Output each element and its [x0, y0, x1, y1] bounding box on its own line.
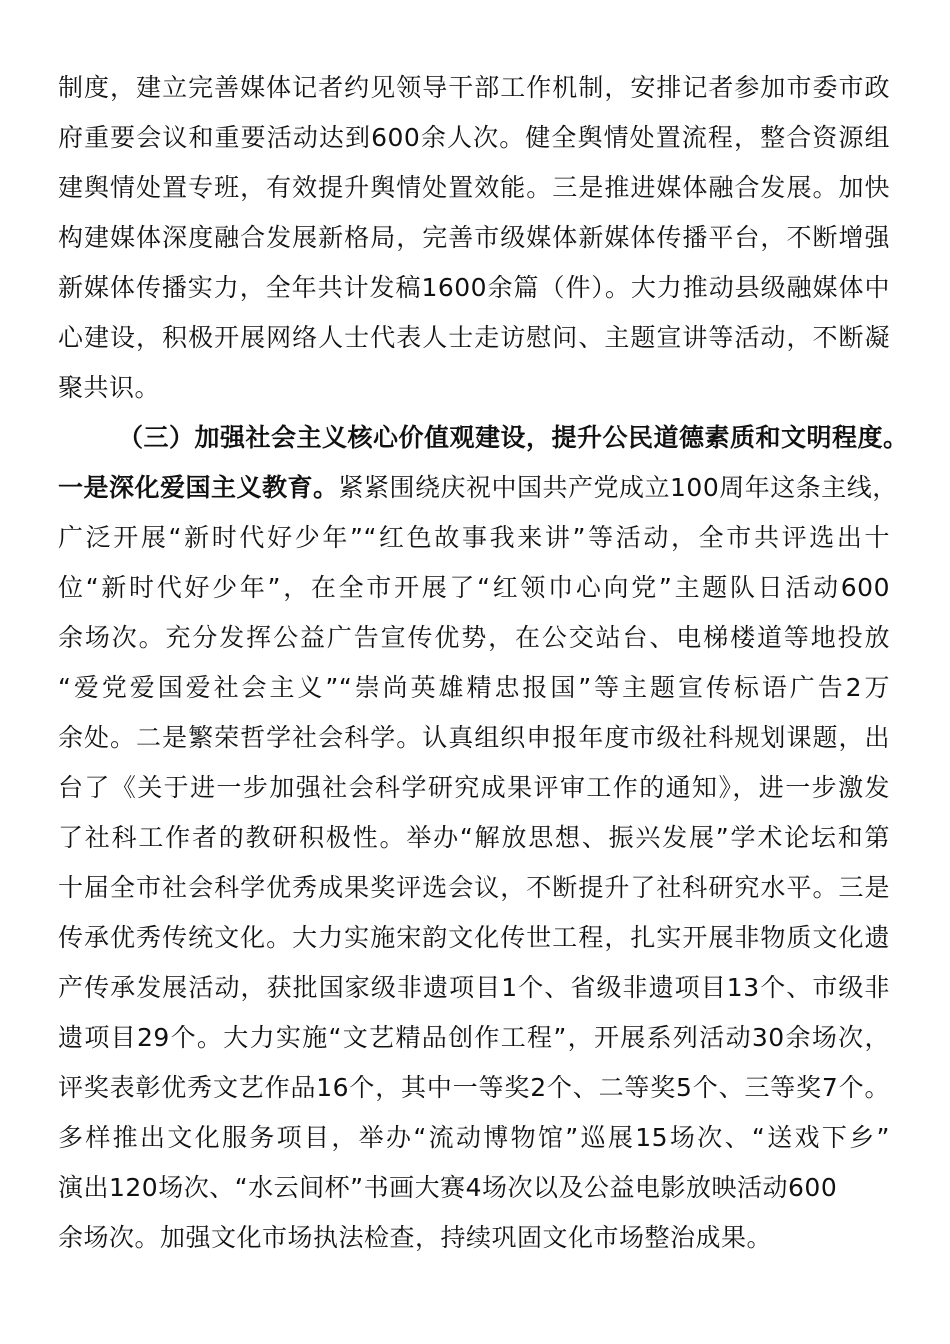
paragraph-line: 多样推出文化服务项目，举办“流动博物馆”巡展15场次、“送戏下乡”	[58, 1123, 890, 1152]
paragraph-line: 产传承发展活动，获批国家级非遗项目1个、省级非遗项目13个、市级非	[58, 973, 890, 1002]
paragraph-line: 了社科工作者的教研积极性。举办“解放思想、振兴发展”学术论坛和第	[58, 823, 890, 852]
paragraph-line: 府重要会议和重要活动达到600余人次。健全舆情处置流程，整合资源组	[58, 123, 890, 152]
paragraph-line: 十届全市社会科学优秀成果奖评选会议，不断提升了社科研究水平。三是	[58, 873, 890, 902]
paragraph-line: 构建媒体深度融合发展新格局，完善市级媒体新媒体传播平台，不断增强	[58, 223, 890, 252]
subheading-inline: 一是深化爱国主义教育。	[58, 473, 339, 502]
paragraph-line: 余场次。加强文化市场执法检查，持续巩固文化市场整治成果。	[58, 1223, 773, 1252]
paragraph-line: 建舆情处置专班，有效提升舆情处置效能。三是推进媒体融合发展。加快	[58, 173, 890, 202]
paragraph-line: 遗项目29个。大力实施“文艺精品创作工程”，开展系列活动30余场次，	[58, 1023, 890, 1052]
paragraph-line: 演出120场次、“水云间杯”书画大赛4场次以及公益电影放映活动600	[58, 1173, 838, 1202]
paragraph-line: 心建设，积极开展网络人士代表人士走访慰问、主题宣讲等活动，不断凝	[58, 323, 890, 352]
paragraph-line	[58, 472, 898, 504]
paragraph-line: 传承优秀传统文化。大力实施宋韵文化传世工程，扎实开展非物质文化遗	[58, 923, 890, 952]
paragraph-line: 余场次。充分发挥公益广告宣传优势，在公交站台、电梯楼道等地投放	[58, 623, 890, 652]
section-heading: （三）加强社会主义核心价值观建设，提升公民道德素质和文明程度。	[118, 423, 909, 452]
paragraph-line: 评奖表彰优秀文艺作品16个，其中一等奖2个、二等奖5个、三等奖7个。	[58, 1073, 890, 1102]
paragraph-line: 余处。二是繁荣哲学社会科学。认真组织申报年度市级社科规划课题，出	[58, 723, 890, 752]
paragraph-line: 聚共识。	[58, 373, 161, 402]
paragraph-line-text: 紧紧围绕庆祝中国共产党成立100周年这条主线，	[338, 473, 898, 502]
paragraph-line: 台了《关于进一步加强社会科学研究成果评审工作的通知》，进一步激发	[58, 773, 890, 802]
paragraph-line: 制度，建立完善媒体记者约见领导干部工作机制，安排记者参加市委市政	[58, 73, 890, 102]
paragraph-line: 新媒体传播实力，全年共计发稿1600余篇（件）。大力推动县级融媒体中	[58, 273, 890, 302]
paragraph-line: “爱党爱国爱社会主义”“崇尚英雄精忠报国”等主题宣传标语广告2万	[58, 673, 890, 702]
paragraph-line: 广泛开展“新时代好少年”“红色故事我来讲”等活动，全市共评选出十	[58, 523, 890, 552]
paragraph-line: 位“新时代好少年”，在全市开展了“红领巾心向党”主题队日活动600	[58, 573, 890, 602]
